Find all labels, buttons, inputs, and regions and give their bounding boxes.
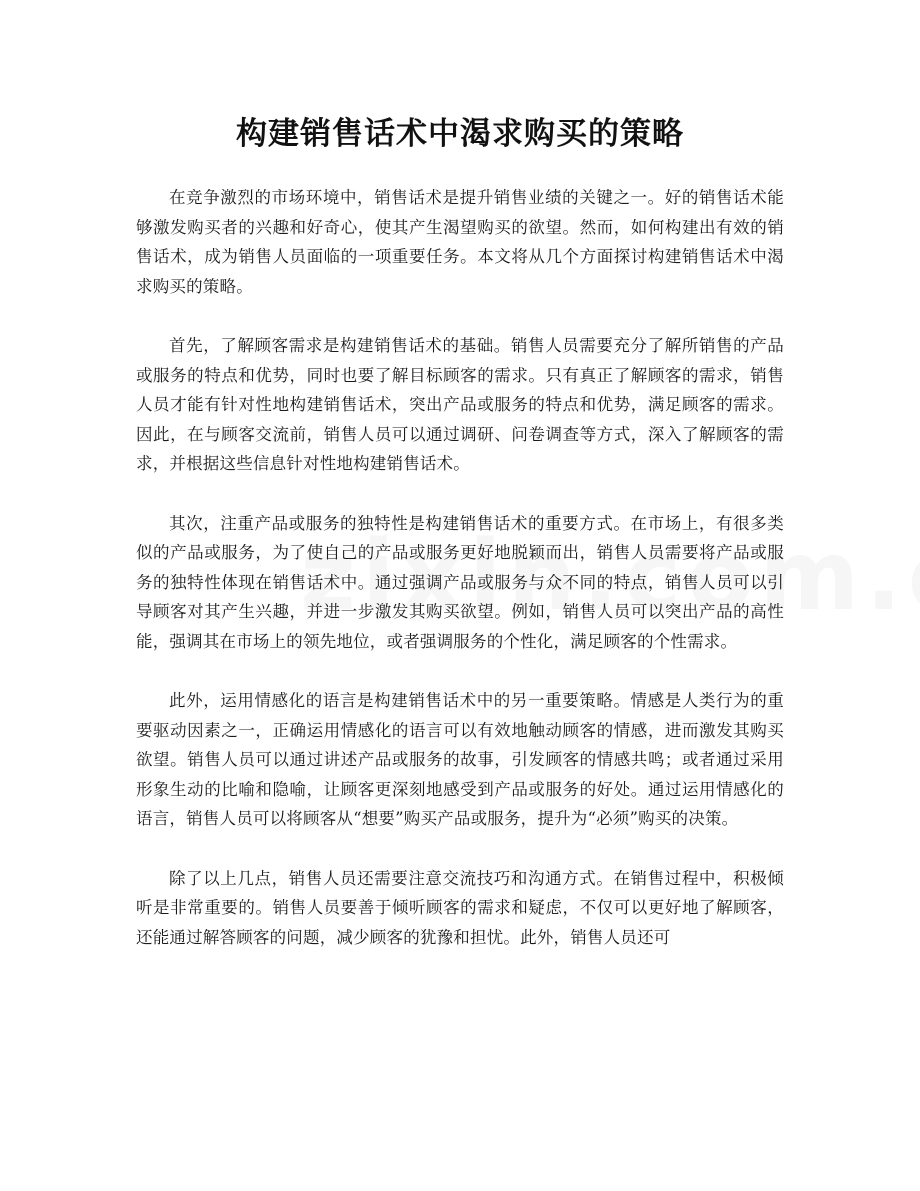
document-body	[136, 183, 784, 982]
paragraph-uniqueness: 其次，注重产品或服务的独特性是构建销售话术的重要方式。在市场上，有很多类似的产品或服务，为了使自己的产品或服务更好地脱颖而出，销售人员需要将产品或服务的独特性体现在销售话术中。通过强调产品或服务与众不同的特点，销售人员可以引导顾客对其产生兴趣，并进一步激发其购买欲望。例如，销售人员可以突出产品的高性能，强调其在市场上的领先地位，或者强调服务的个性化，满足顾客的个性需求。	[136, 513, 784, 651]
document-title: 构建销售话术中渴求购买的策略	[236, 116, 684, 152]
paragraph-communication: 除了以上几点，销售人员还需要注意交流技巧和沟通方式。在销售过程中，积极倾听是非常重要的。销售人员要善于倾听顾客的需求和疑虑，不仅可以更好地了解顾客，还能通过解答顾客的问题，减少顾客的犹豫和担忧。此外，销售人员还可	[136, 868, 784, 947]
paragraph-customer-needs: 首先，了解顾客需求是构建销售话术的基础。销售人员需要充分了解所销售的产品或服务的特点和优势，同时也要了解目标顾客的需求。只有真正了解顾客的需求，销售人员才能有针对性地构建销售话术，突出产品或服务的特点和优势，满足顾客的需求。因此，在与顾客交流前，销售人员可以通过调研、问卷调查等方式，深入了解顾客的需求，并根据这些信息针对性地构建销售话术。	[136, 336, 784, 473]
paragraph-intro: 在竞争激烈的市场环境中，销售话术是提升销售业绩的关键之一。好的销售话术能够激发购买者的兴趣和好奇心，使其产生渴望购买的欲望。然而，如何构建出有效的销售话术，成为销售人员面临的一项重要任务。本文将从几个方面探讨构建销售话术中渴求购买的策略。	[136, 188, 784, 296]
paragraph-emotional-language: 此外，运用情感化的语言是构建销售话术中的另一重要策略。情感是人类行为的重要驱动因素之一，正确运用情感化的语言可以有效地触动顾客的情感，进而激发其购买欲望。销售人员可以通过讲述产品或服务的故事，引发顾客的情感共鸣；或者通过采用形象生动的比喻和隐喻，让顾客更深刻地感受到产品或服务的好处。通过运用情感化的语言，销售人员可以将顾客从“想要”购买产品或服务，提升为“必须”购买的决策。	[136, 691, 784, 828]
